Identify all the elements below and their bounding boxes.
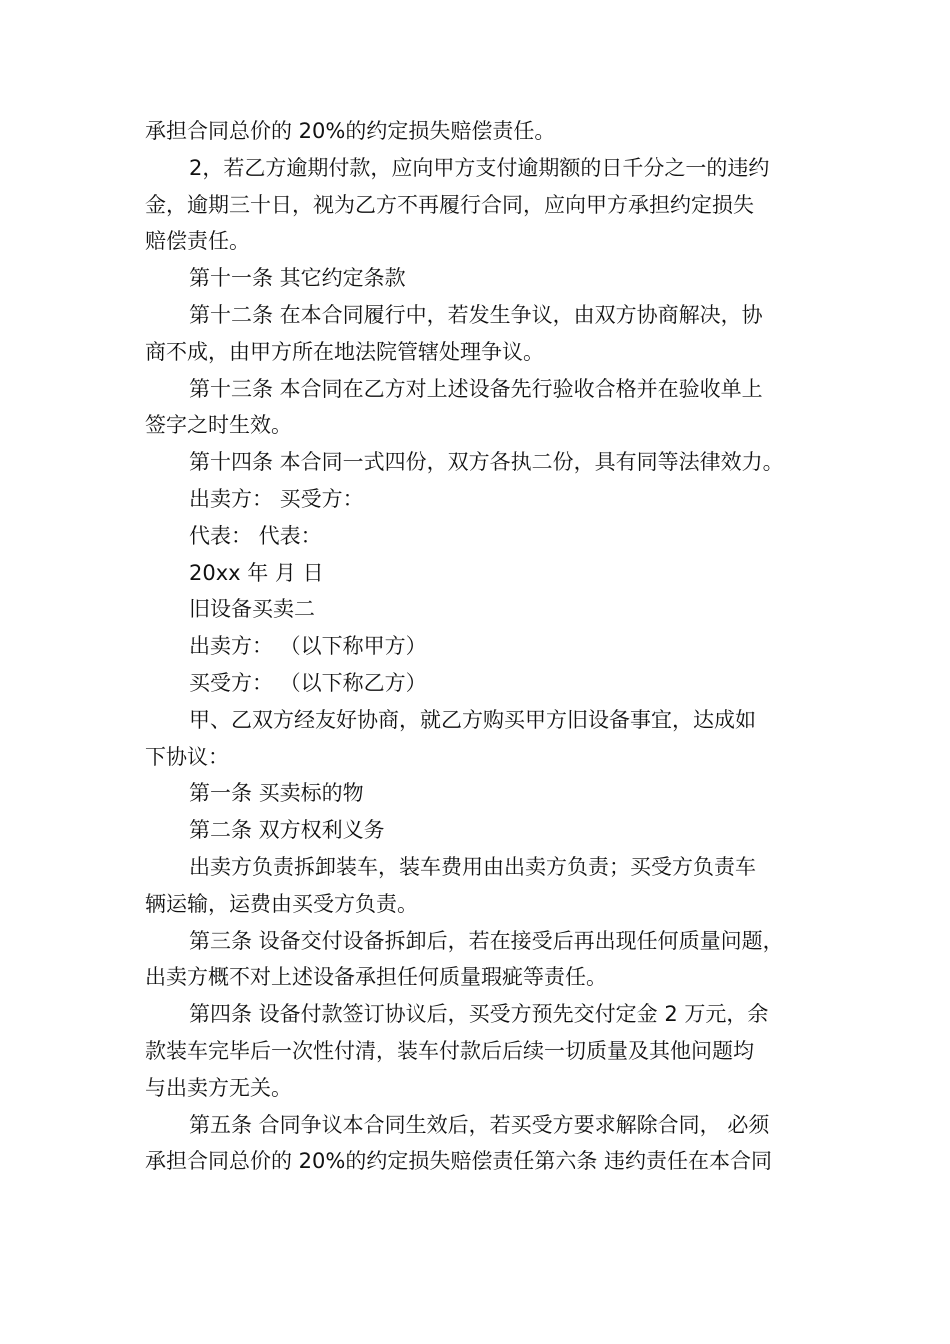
text-line: 甲、乙双方经友好协商，就乙方购买甲方旧设备事宜，达成如 [189,707,756,732]
text-line: 第十四条 本合同一式四份，双方各执二份，具有同等法律效力。 [189,450,784,475]
text-line: 第三条 设备交付设备拆卸后，若在接受后再出现任何质量问题， [189,928,784,953]
text-line: 第一条 买卖标的物 [189,781,364,806]
text-line: 签字之时生效。 [145,413,292,438]
text-line: 买受方： （以下称乙方） [189,670,427,695]
text-line: 第五条 合同争议本合同生效后，若买受方要求解除合同， 必须 [189,1112,770,1137]
text-line: 出卖方： 买受方： [189,486,364,511]
text-line: 2，若乙方逾期付款，应向甲方支付逾期额的日千分之一的违约 [189,155,770,180]
text-line: 下协议： [145,744,229,769]
text-line: 第十一条 其它约定条款 [189,266,406,291]
text-line: 第十三条 本合同在乙方对上述设备先行验收合格并在验收单上 [189,376,763,401]
text-line: 第四条 设备付款签订协议后，买受方预先交付定金 2 万元，余 [189,1002,769,1027]
text-line: 承担合同总价的 20%的约定损失赔偿责任第六条 违约责任在本合同 [145,1149,773,1174]
text-line: 第二条 双方权利义务 [189,818,385,843]
document-body [145,113,810,1180]
text-line: 旧设备买卖二 [189,597,315,622]
text-line: 金，逾期三十日，视为乙方不再履行合同，应向甲方承担约定损失 [145,192,754,217]
text-line: 赔偿责任。 [145,229,250,254]
text-line: 代表： 代表： [189,523,322,548]
text-line: 出卖方负责拆卸装车，装车费用由出卖方负责；买受方负责车 [189,854,756,879]
text-line: 辆运输，运费由买受方负责。 [145,891,418,916]
text-line: 商不成，由甲方所在地法院管辖处理争议。 [145,339,544,364]
text-line: 出卖方概不对上述设备承担任何质量瑕疵等责任。 [145,965,607,990]
text-line: 承担合同总价的 20%的约定损失赔偿责任。 [145,119,556,143]
text-line: 款装车完毕后一次性付清，装车付款后后续一切质量及其他问题均 [145,1038,754,1063]
text-line: 出卖方： （以下称甲方） [189,634,427,659]
text-line: 第十二条 在本合同履行中，若发生争议，由双方协商解决，协 [189,302,763,327]
text-line: 20xx 年 月 日 [189,560,324,585]
text-line: 与出卖方无关。 [145,1075,292,1100]
